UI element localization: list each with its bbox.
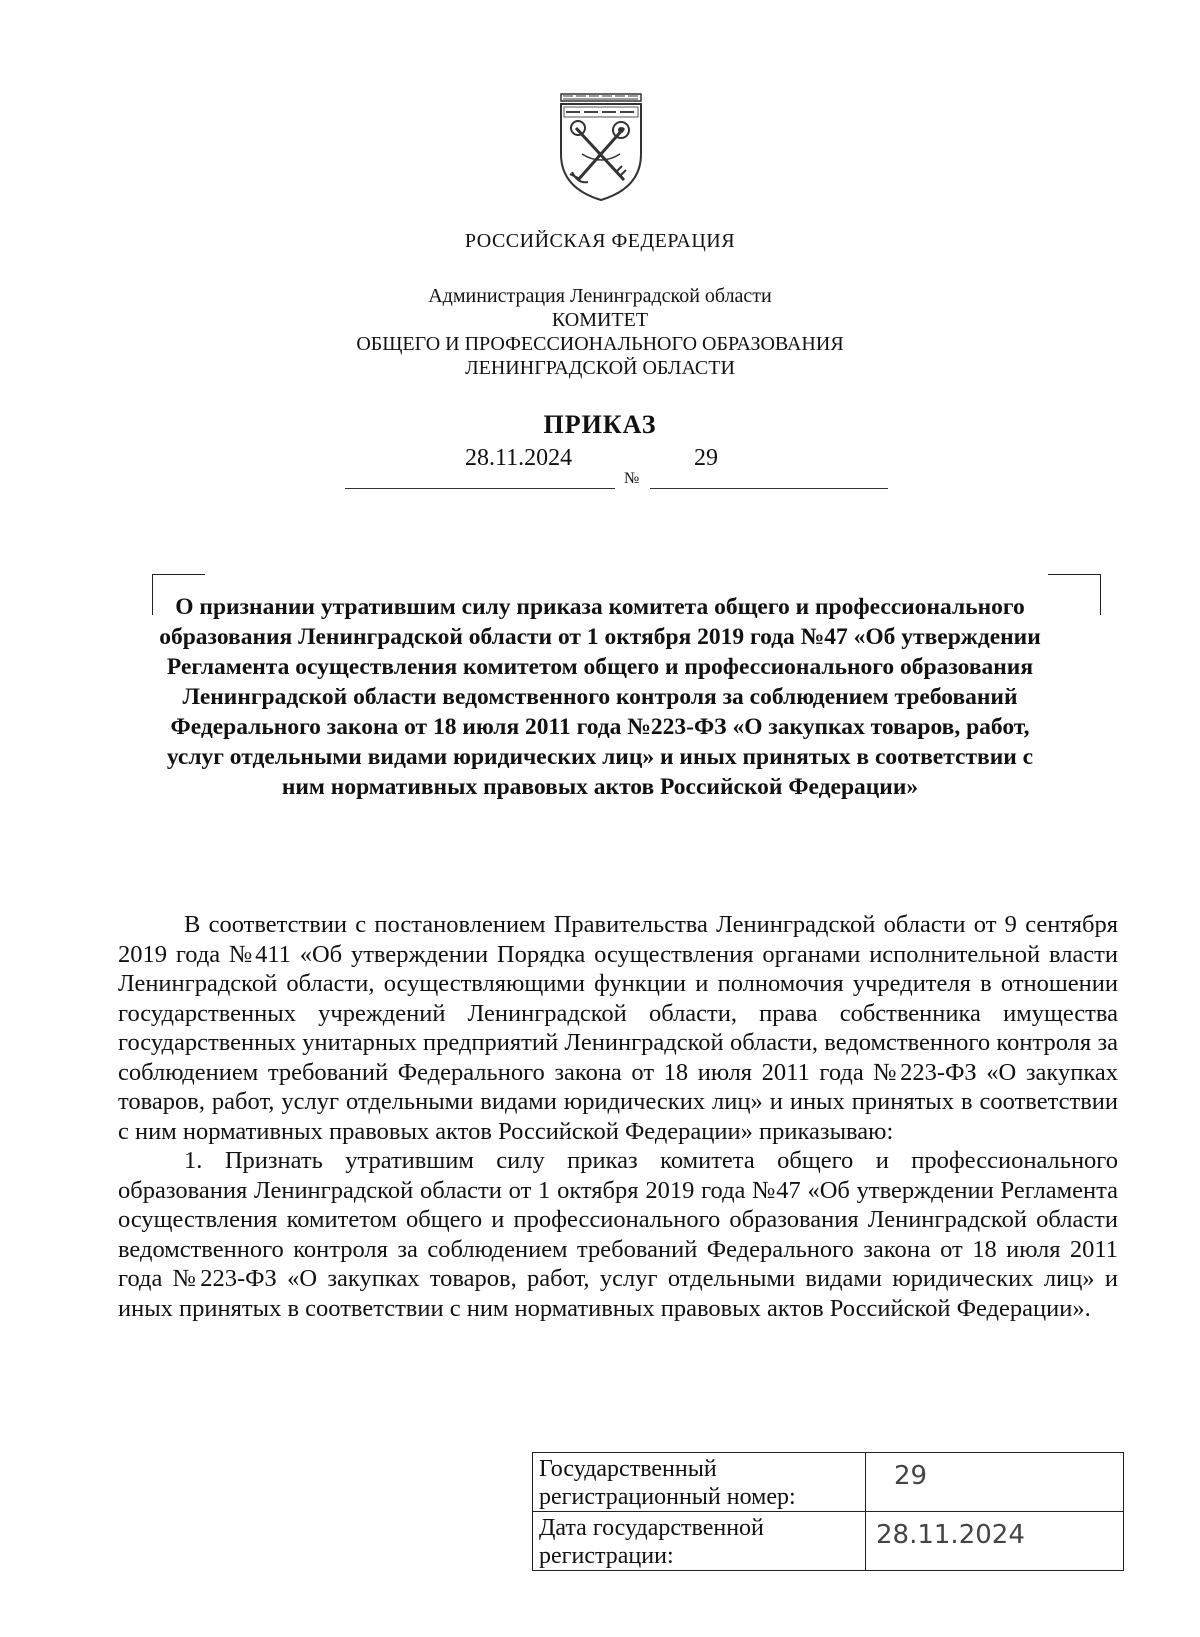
registration-date-value: 28.11.2024 <box>866 1512 1124 1571</box>
committee-line-1: КОМИТЕТ <box>551 309 649 331</box>
administration-name: Администрация Ленинградской области <box>428 285 772 307</box>
table-row <box>533 1512 1124 1571</box>
body-paragraph: В соответствии с постановлением Правительства Ленинградской области от 9 сентября 2019 года №411 «Об утверждении Порядка осуществления органами исполнительной власти Ленинградской области, осуществляющими функции и полномочия учредителя в отношении государственных учреждений Ленинградской области, права собственника имущества государственных унитарных предприятий Ленинградской области, ведомственного контроля за соблюдением требований Федерального закона от 18 июля 2011 года №223-ФЗ «О закупках товаров, работ, услуг отдельными видами юридических лиц» и иных принятых в соответствии с ним нормативных правовых актов Российской Федерации» приказываю: <box>118 911 1118 1145</box>
order-number-field <box>650 444 888 489</box>
committee-line-3: ЛЕНИНГРАДСКОЙ ОБЛАСТИ <box>465 357 735 379</box>
document-body <box>118 910 1118 1323</box>
document-type: ПРИКАЗ <box>543 410 657 439</box>
registration-number-value: 29 <box>866 1453 1124 1512</box>
table-row <box>533 1453 1124 1512</box>
title-bracket-right <box>1048 574 1101 615</box>
registration-stamp <box>532 1452 1124 1571</box>
number-sign: № <box>624 470 640 487</box>
coat-of-arms-icon <box>558 92 644 202</box>
order-date-field <box>345 444 615 489</box>
body-paragraph: 1. Признать утратившим силу приказ комитета общего и профессионального образования Ленинградской области от 1 октября 2019 года №47 «Об утверждении Регламента осуществления комитетом общего и профессионального образования Ленинградской области ведомственного контроля за соблюдением требований Федерального закона от 18 июля 2011 года №223-ФЗ «О закупках товаров, работ, услуг отдельными видами юридических лиц» и иных принятых в соответствии с ним нормативных правовых актов Российской Федерации». <box>118 1147 1118 1322</box>
registration-date-label: Дата государственной регистрации: <box>533 1512 866 1571</box>
registration-number-label: Государственный регистрационный номер: <box>533 1453 866 1512</box>
order-number: 29 <box>694 445 718 471</box>
issuer-block <box>0 284 1200 380</box>
country-name: РОССИЙСКАЯ ФЕДЕРАЦИЯ <box>464 230 736 252</box>
committee-line-2: ОБЩЕГО И ПРОФЕССИОНАЛЬНОГО ОБРАЗОВАНИЯ <box>356 333 844 355</box>
document-title: О признании утратившим силу приказа комитета общего и профессионального образования Ленинградской области от 1 октября 2019 года №47 «Об утверждении Регламента осуществления комитетом общего и профессионального образования Ленинградской области ведомственного контроля за соблюдением требований Федерального закона от 18 июля 2011 года №223-ФЗ «О закупках товаров, работ, услуг отдельными видами юридических лиц» и иных принятых в соответствии с ним нормативных правовых актов Российской Федерации» <box>159 594 1041 800</box>
order-date: 28.11.2024 <box>465 445 573 471</box>
